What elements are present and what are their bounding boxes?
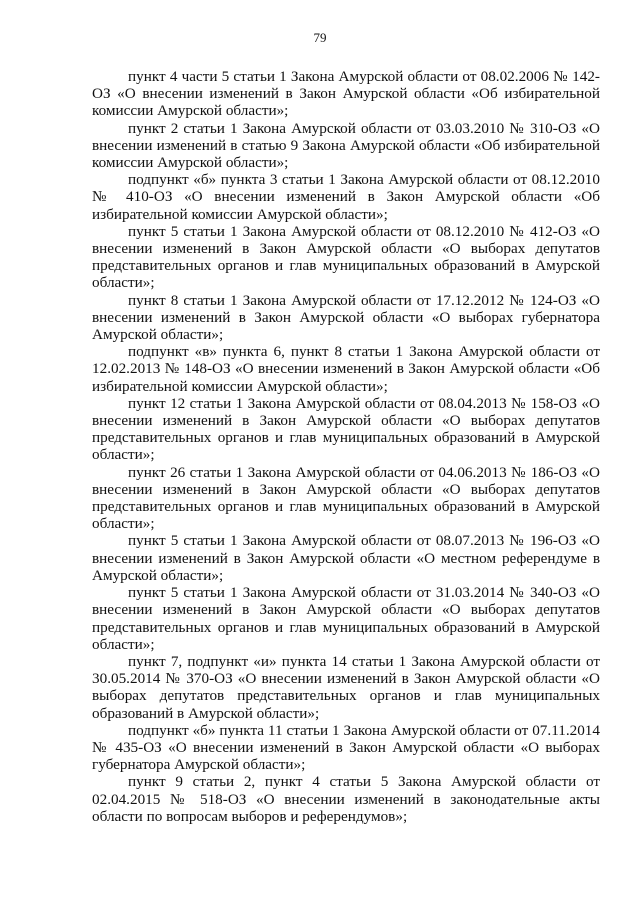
paragraph: пункт 7, подпункт «и» пункта 14 статьи 1 Закона Амурской области от 30.05.2014 № 370-ОЗ «О внесении изменений в Закон Амурской области «О выборах депутатов представительных органов и глав муниципальных образований в Амурской области»;	[92, 652, 600, 722]
paragraph: пункт 12 статьи 1 Закона Амурской области от 08.04.2013 № 158-ОЗ «О внесении изменений в Закон Амурской области «О выборах депутатов представительных органов и глав муниципальных образований в Амурской области»;	[92, 394, 600, 464]
paragraph: пункт 9 статьи 2, пункт 4 статьи 5 Закона Амурской области от 02.04.2015 № 518-ОЗ «О внесении изменений в законодательные акты области по вопросам выборов и референдумов»;	[92, 773, 600, 825]
paragraph: пункт 5 статьи 1 Закона Амурской области от 08.12.2010 № 412-ОЗ «О внесении изменений в Закон Амурской области «О выборах депутатов представительных органов и глав муниципальных образований в Амурской области»;	[92, 222, 600, 292]
paragraph: пункт 5 статьи 1 Закона Амурской области от 08.07.2013 № 196-ОЗ «О внесении изменений в Закон Амурской области «О местном референдуме в Амурской области»;	[92, 532, 600, 584]
paragraph: подпункт «в» пункта 6, пункт 8 статьи 1 Закона Амурской области от 12.02.2013 № 148-ОЗ «О внесении изменений в Закон Амурской области «Об избирательной комиссии Амурской области»;	[92, 343, 600, 395]
page-number: 79	[313, 30, 327, 45]
document-body	[92, 68, 600, 825]
paragraph: пункт 4 части 5 статьи 1 Закона Амурской области от 08.02.2006 № 142-ОЗ «О внесении изменений в Закон Амурской области «Об избирательной комиссии Амурской области»;	[92, 68, 600, 120]
paragraph: подпункт «б» пункта 3 статьи 1 Закона Амурской области от 08.12.2010 № 410-ОЗ «О внесении изменений в Закон Амурской области «Об избирательной комиссии Амурской области»;	[92, 171, 600, 223]
paragraph: пункт 5 статьи 1 Закона Амурской области от 31.03.2014 № 340-ОЗ «О внесении изменений в Закон Амурской области «О выборах депутатов представительных органов и глав муниципальных образований в Амурской области»;	[92, 584, 600, 653]
paragraph: пункт 26 статьи 1 Закона Амурской области от 04.06.2013 № 186-ОЗ «О внесении изменений в Закон Амурской области «О выборах депутатов представительных органов и глав муниципальных образований в Амурской области»;	[92, 463, 600, 533]
paragraph: подпункт «б» пункта 11 статьи 1 Закона Амурской области от 07.11.2014 № 435-ОЗ «О внесении изменений в Закон Амурской области «О выборах губернатора Амурской области»;	[92, 721, 600, 774]
paragraph: пункт 2 статьи 1 Закона Амурской области от 03.03.2010 № 310-ОЗ «О внесении изменений в статью 9 Закона Амурской области «Об избирательной комиссии Амурской области»;	[92, 119, 600, 172]
paragraph: пункт 8 статьи 1 Закона Амурской области от 17.12.2012 № 124-ОЗ «О внесении изменений в Закон Амурской области «О выборах губернатора Амурской области»;	[92, 291, 600, 344]
